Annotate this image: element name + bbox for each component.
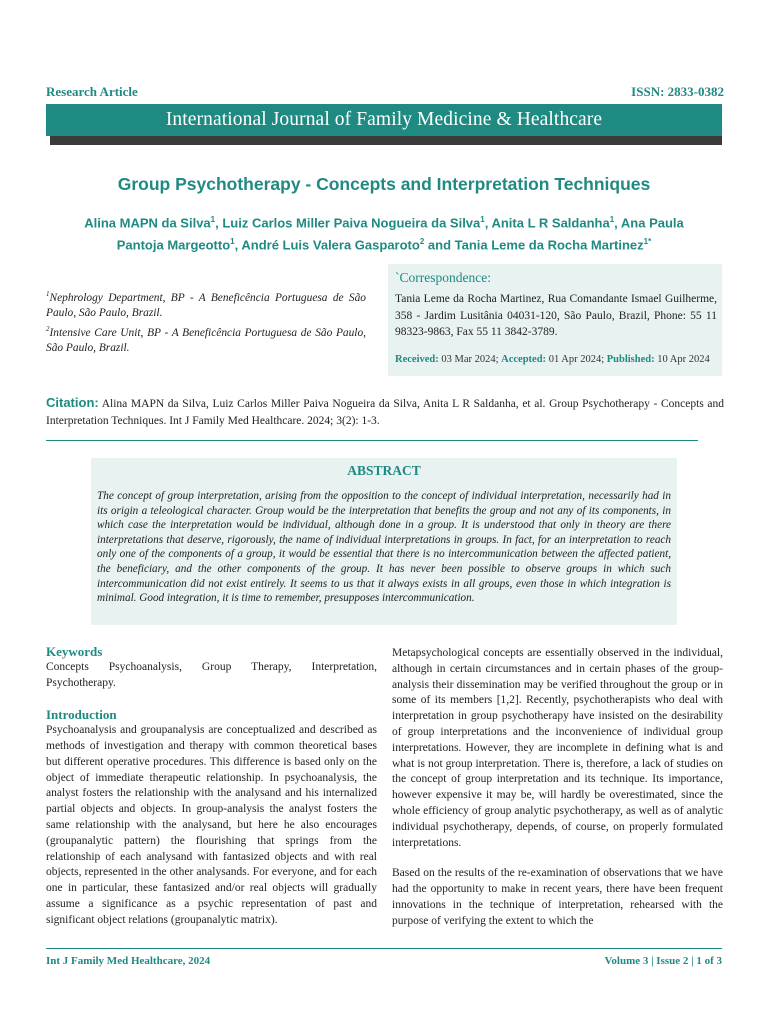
received-label: Received:	[395, 354, 439, 365]
footer-journal: Int J Family Med Healthcare, 2024	[46, 955, 211, 967]
introduction-text: Psychoanalysis and groupanalysis are conceptualized and described as methods of investigation and therapy with common theoretical bases but different operative procedures. This difference is based only on the object of immediate therapeutic relationship. In psychoanalysis, the analyst fosters the relationship with the analysand and his internalized partial objects and objects. In group-analysis the analyst fosters the same relationship with the analysand, but here he also encourages (groupanalytic pattern) the flourishing that springs from the relationship of each analysand with fantasized objects and with real objects, represented in the other analysands. For everyone, and for each one in particular, these fantasized and/or real objects will gradually assume a significance as a psychic representation of past and significant object relations (groupanalytic matrix).	[46, 724, 377, 926]
body-paragraph-1: Metapsychological concepts are essentially observed in the individual, although in certain circumstances and in certain phases of the group-analysis their dissemination may be verified throughout the group or in some of its members [1,2]. Recently, psychotherapists who deal with interpretation in group psychotherapy have insisted on the desirability of group interpretations and the inconvenience of individual group interpretations. However, they are incomplete in defining what is and what is not group interpretation. There is, therefore, a lack of studies on the concept of group interpretation and its technique. Its importance, however expensive it may be, will hardly be overestimated, since the whole efficiency of group analytic psychotherapy, as well as of analytic individual psychotherapy, depends, of course, on properly formulated interpretations.	[392, 647, 723, 849]
left-column	[46, 644, 377, 929]
author-affiliation-marker: 1	[609, 215, 615, 224]
author-name: Ana Paula Pantoja Margeotto	[116, 215, 684, 253]
author-affiliation-marker: 1*	[643, 237, 652, 247]
received-date: 03 Mar 2024	[441, 354, 496, 365]
paper-title: Group Psychotherapy - Concepts and Interpretation Techniques	[117, 174, 651, 194]
author-name: André Luis Valera Gasparoto	[241, 237, 420, 253]
affiliation-2-text: Intensive Care Unit, BP - A Beneficência Portuguesa de São Paulo, São Paulo, Brazil.	[46, 326, 366, 355]
footer-divider	[46, 948, 722, 949]
abstract-heading: ABSTRACT	[347, 463, 421, 478]
citation	[46, 395, 724, 429]
accepted-date: 01 Apr 2024	[548, 354, 602, 365]
correspondence-title: `Correspondence:	[395, 270, 491, 285]
introduction-heading: Introduction	[46, 707, 117, 723]
affiliation-2	[46, 322, 366, 357]
abstract-text: The concept of group interpretation, arising from the opposition to the concept of individual interpretation, necessarily had in its origin a teleological character. Group would be the interpretation that benefits the group and not any of its components, in which case the interpretation would be individual, although done in a group. It is understood that only in theory are there interpretations that deserve, rigorously, the name of individual interpretations in groups. In fact, for an interpretation to reach only one of the components of a group, it would be essential that there is no intercommunication between the affected patient, the beneficiary, and the other components of the group. It has never been possible to observe groups in which such intercommunication did not exist entirely. It seems to us that it always exists in all groups, even those in which integration is minimal. Good integration, it is time to remember, presupposes intercommunication.	[97, 490, 671, 605]
author-affiliation-marker: 1	[210, 215, 216, 224]
author-affiliation-marker: 1	[230, 237, 235, 247]
affiliation-1-text: Nephrology Department, BP - A Beneficência Portuguesa de São Paulo, São Paulo, Brazil.	[46, 291, 366, 320]
author-list: Alina MAPN da Silva$^1$, Luiz Carlos Miller Paiva Nogueira da Silva$^1$, Anita L R Saldanha$^1$, Ana Paula Pantoja Margeotto$^1$, André Luis Valera Gasparoto$^2$ and Tania Leme da Rocha Martinez$^{1*}$	[84, 215, 684, 253]
journal-banner: International Journal of Family Medicine & Healthcare	[46, 104, 722, 136]
published-label: Published:	[606, 354, 655, 365]
footer-page-info: Volume 3 | Issue 2 | 1 of 3	[604, 955, 722, 967]
author-affiliation-marker: 1	[480, 215, 485, 224]
affiliation-1-marker: 1	[46, 290, 50, 298]
published-date: 10 Apr 2024	[657, 354, 710, 365]
issn-label: ISSN: 2833-0382	[631, 84, 724, 99]
body-paragraph-2: Based on the results of the re-examination of observations that we have had the opportunity to make in recent years, there have been frequent innovations in the technique of interpretation, rehearsed with the purpose of verifying the extent to which the	[392, 867, 723, 927]
article-type-label: Research Article	[46, 84, 138, 99]
affiliation-2-marker: 2	[46, 325, 50, 333]
author-name: Anita L R Saldanha	[491, 215, 610, 231]
keywords-text: Concepts Psychoanalysis, Group Therapy, Interpretation, Psychotherapy.	[46, 660, 377, 689]
keywords-heading: Keywords	[46, 644, 103, 659]
author-name: Luiz Carlos Miller Paiva Nogueira da Silva	[222, 215, 481, 231]
accepted-label: Accepted:	[501, 354, 547, 365]
citation-label: Citation:	[46, 395, 99, 410]
affiliation-1	[46, 287, 366, 322]
right-column	[392, 646, 723, 930]
author-name: Alina MAPN da Silva	[84, 215, 211, 231]
citation-divider	[46, 440, 698, 441]
citation-text: Alina MAPN da Silva, Luiz Carlos Miller Paiva Nogueira da Silva, Anita L R Saldanha, et al. Group Psychotherapy - Concepts and Interpretation Techniques. Int J Family Med Healthcare. 2024; 3(2): 1-3.	[46, 398, 724, 427]
author-name: Tania Leme da Rocha Martinez	[454, 237, 644, 253]
correspondence-text: Tania Leme da Rocha Martinez, Rua Comandante Ismael Guilherme, 358 - Jardim Lusitânia 04031-120, São Paulo, Brazil, Phone: 55 11 98323-9863, Fax 55 11 3842-3789.	[395, 293, 717, 338]
article-dates: Received: 03 Mar 2024; Accepted: 01 Apr 2024; Published: 10 Apr 2024	[395, 354, 710, 365]
author-affiliation-marker: 2	[419, 237, 425, 247]
